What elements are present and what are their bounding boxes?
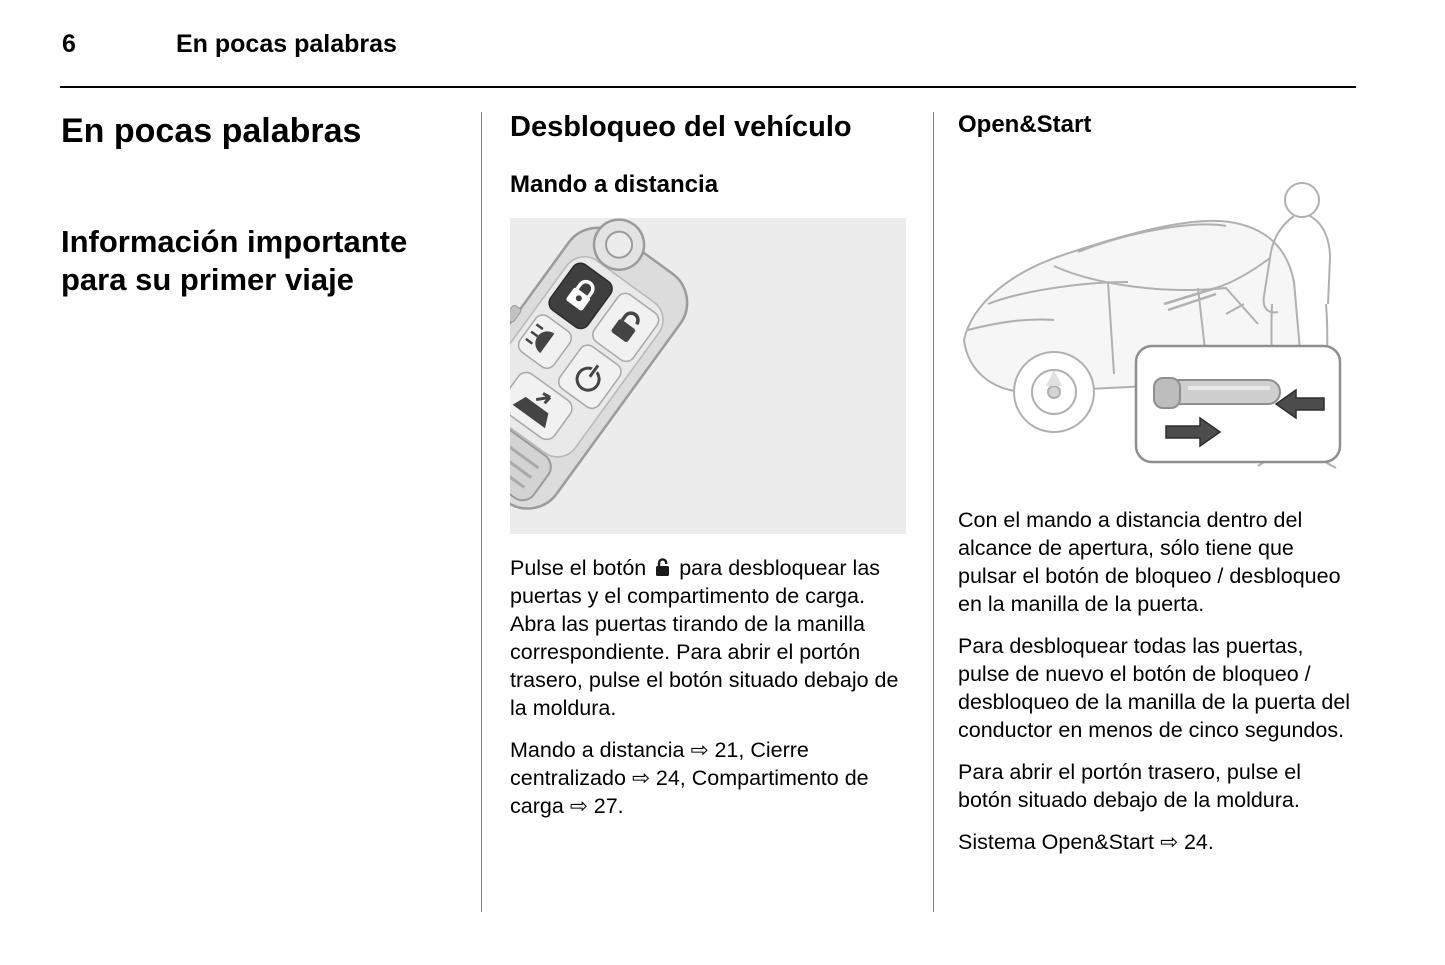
door-handle (1154, 378, 1280, 408)
left-column (61, 112, 463, 299)
running-header: En pocas palabras (176, 30, 397, 58)
header-rule (60, 86, 1356, 88)
open-start-illustration (958, 154, 1356, 486)
paragraph-openstart-1: Con el mando a distancia dentro del alcance de apertura, sólo tiene que pulsar el botón de bloqueo / desbloqueo en la manilla de la puerta. (958, 508, 1341, 617)
paragraph-references: Mando a distancia ⇨ 21, Cierre centralizado ⇨ 24, Compartimento de carga ⇨ 27. (510, 738, 869, 819)
door-handle-inset (1136, 346, 1340, 462)
section-heading-openstart: Open&Start (958, 111, 1092, 138)
page-number: 6 (62, 30, 76, 58)
chapter-subtitle: Información importante para su primer viaje (61, 224, 408, 297)
paragraph-openstart-2: Para desbloquear todas las puertas, pulse de nuevo el botón de bloqueo / desbloqueo de la manilla de la puerta del conductor en menos de cinco segundos. (958, 634, 1351, 743)
subsection-heading-remote: Mando a distancia (510, 170, 719, 198)
unlock-icon (654, 556, 671, 576)
column-divider (481, 112, 482, 912)
column-divider (933, 112, 934, 912)
right-column (958, 112, 1356, 856)
paragraph-openstart-4: Sistema Open&Start ⇨ 24. (958, 830, 1214, 855)
paragraph-text: Pulse el botón (510, 556, 653, 581)
remote-key-illustration (510, 218, 906, 534)
middle-column (510, 112, 906, 820)
chapter-title: En pocas palabras (61, 112, 362, 150)
paragraph-text: para desbloquear las puertas y el compartimento de carga. Abra las puertas tirando de la manilla correspondiente. Para abrir el portón trasero, pulse el botón situado debajo de la moldura. (510, 556, 899, 721)
paragraph-unlock (510, 554, 906, 722)
section-heading-unlock: Desbloqueo del vehículo (510, 111, 852, 143)
paragraph-openstart-3: Para abrir el portón trasero, pulse el botón situado debajo de la moldura. (958, 760, 1301, 813)
